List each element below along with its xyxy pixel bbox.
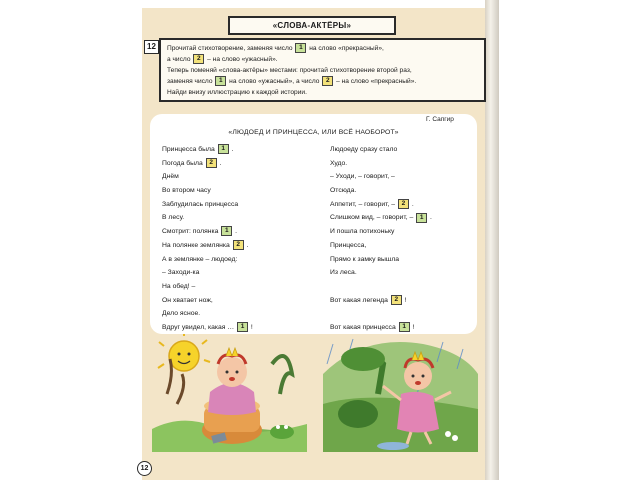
text-line [162,321,253,335]
text-segment: . [244,241,249,249]
text-line [330,198,432,212]
text-segment: на слово «прекрасный», [307,44,384,52]
text-line [330,143,432,157]
number-box-2: 2 [398,199,409,209]
number-box-2: 2 [193,54,204,64]
text-segment: Днём [162,173,179,181]
text-segment: заменяя число [167,78,215,86]
text-line [162,280,253,294]
text-segment: На обед! – [162,282,196,290]
text-segment: Принцесса была [162,146,217,153]
text-segment: . [217,159,222,167]
text-segment: – на слово «ужасный». [205,56,278,64]
text-line [330,239,432,253]
text-segment: а число [167,56,193,64]
book-gutter [485,0,499,480]
poem-author: Г. Сапгир [426,116,454,123]
number-box-1: 1 [399,322,410,332]
text-line [330,266,432,280]
text-line [167,66,478,77]
text-segment: На полянке землянка [162,241,232,249]
text-line [330,225,432,239]
text-line [167,43,478,54]
poem-title: «ЛЮДОЕД И ПРИНЦЕССА, ИЛИ ВСЁ НАОБОРОТ» [228,129,399,136]
text-segment: И пошла потихоньку [330,228,395,236]
number-box-2: 2 [322,76,333,86]
text-segment: Погода была [162,159,205,167]
number-box-1: 1 [237,322,248,332]
task-instructions [159,38,486,102]
text-segment: . [233,228,238,236]
text-line [162,307,253,321]
text-segment: Вот какая легенда [330,296,390,304]
text-segment: Прочитай стихотворение, заменяя число [167,44,295,52]
text-line [162,225,253,239]
number-box-1: 1 [218,144,229,154]
text-line [162,157,253,171]
text-segment: Аппетит, – говорит, – [330,200,397,208]
text-line [167,88,478,99]
text-line [330,211,432,225]
number-box-2: 2 [206,158,217,168]
text-segment: ! [410,323,415,331]
text-segment: Найди внизу иллюстрацию к каждой истории. [167,88,307,96]
text-segment: А в землянке – людоед: [162,255,238,263]
section-title: «СЛОВА-АКТЁРЫ» [228,16,396,35]
illustration-windy-princess [323,334,478,452]
text-segment: Заблудилась принцесса [162,200,239,208]
number-box-1: 1 [221,226,232,236]
text-segment: Людоеду сразу стало [330,146,398,153]
text-segment: . [229,146,234,153]
text-segment: Смотрит: полянка [162,228,221,236]
text-line [330,294,432,308]
text-line [330,170,432,184]
text-segment: – Уходи, – говорит, – [330,173,395,181]
text-line [162,294,253,308]
page-number: 12 [137,461,152,476]
text-segment: на слово «ужасный», а число [227,78,322,86]
number-box-2: 2 [233,240,244,250]
text-segment: Во втором часу [162,187,211,195]
text-line [162,170,253,184]
text-segment: В лесу. [162,214,185,222]
number-box-2: 2 [391,295,402,305]
text-segment: Он хватает нож, [162,296,213,304]
poem-column-right [330,143,432,335]
text-segment: Худо. [330,159,348,167]
text-segment: – Заходи-ка [162,269,200,277]
text-line [162,211,253,225]
text-segment: Вдруг увидел, какая … [162,323,237,331]
text-segment: Из леса. [330,269,357,277]
text-segment: Отсюда. [330,187,357,195]
text-segment: . [428,214,432,222]
text-line [330,253,432,267]
text-segment: Слишком вид, – говорит, – [330,214,416,222]
text-line [162,239,253,253]
text-segment: Вот какая принцесса [330,323,398,331]
text-line [167,76,478,87]
text-segment: . [409,200,414,208]
text-line [330,321,432,335]
text-line [162,198,253,212]
number-box-1: 1 [295,43,306,53]
text-line [330,307,432,321]
text-line [162,184,253,198]
text-segment: ! [402,296,407,304]
text-line [330,280,432,294]
poem-column-left [162,143,253,335]
text-segment: ! [249,323,253,331]
illustration-happy-princess [152,334,307,452]
text-line [162,266,253,280]
text-segment: – на слово «прекрасный». [334,78,417,86]
text-segment: Прямо к замку вышла [330,255,400,263]
text-line [330,157,432,171]
text-segment: Дело ясное. [162,310,201,318]
text-line [167,54,478,65]
text-segment: Теперь поменяй «слова-актёры» местами: прочитай стихотворение второй раз, [167,66,412,74]
number-box-1: 1 [215,76,226,86]
task-number: 12 [144,40,159,54]
text-line [162,253,253,267]
text-line [162,143,253,157]
number-box-1: 1 [416,213,427,223]
text-segment: Принцесса, [330,241,367,249]
text-line [330,184,432,198]
